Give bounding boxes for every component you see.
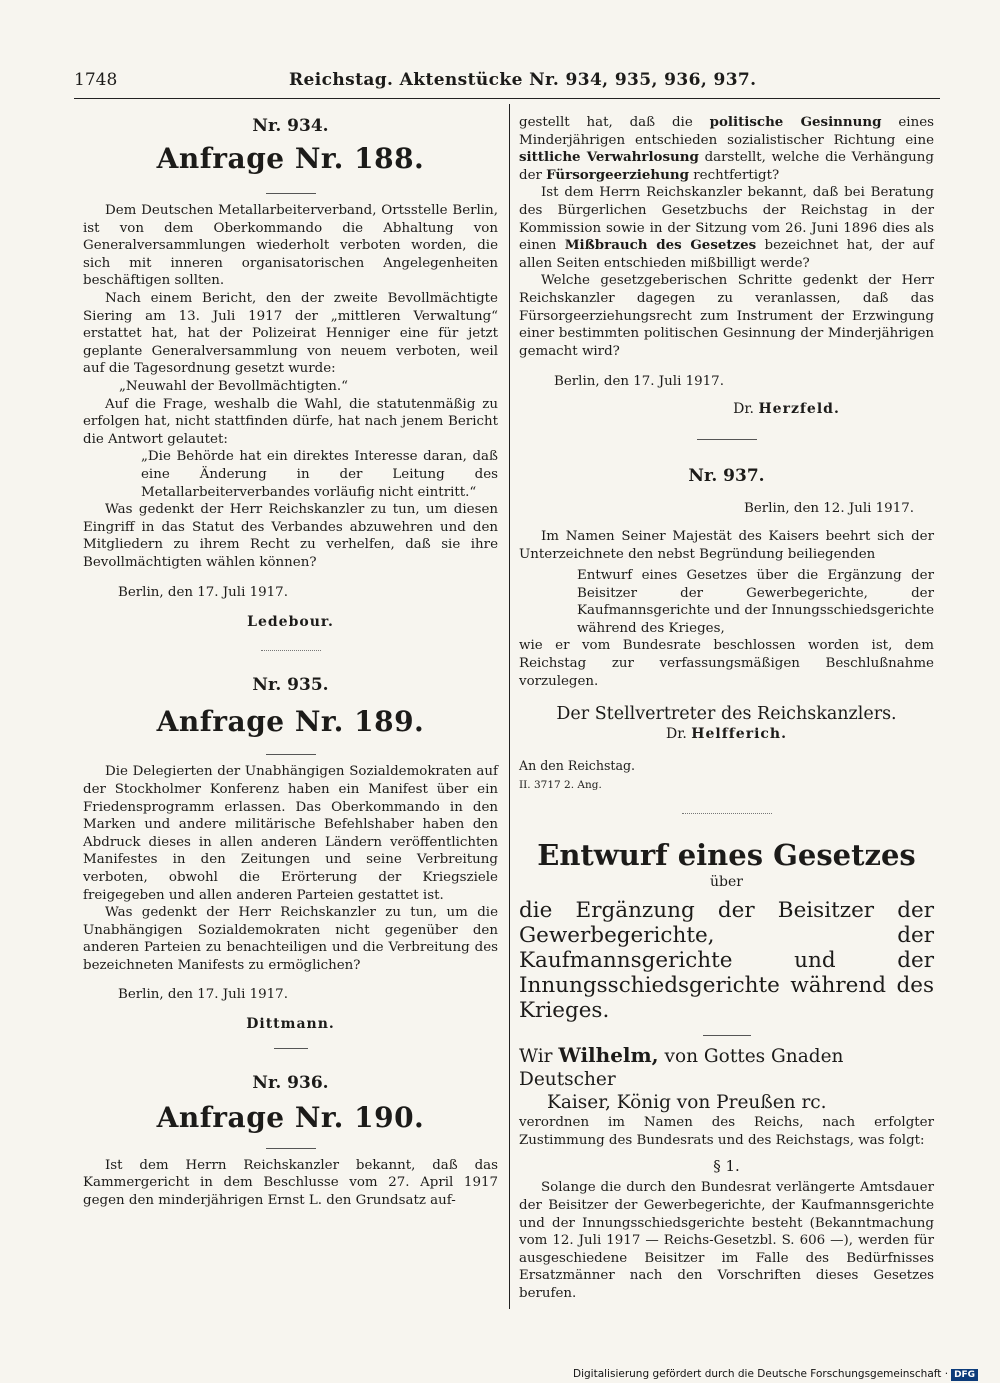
anfrage-190-heading: Anfrage Nr. 190. [156, 1100, 425, 1134]
section-rule [697, 439, 757, 440]
page-number: 1748 [74, 70, 118, 90]
paragraph: verordnen im Namen des Reichs, nach erfolgter Zustimmung des Bundesrats und des Reichstags, was folgt: [519, 1115, 934, 1148]
kaiser-line: Kaiser, König von Preußen rc. [547, 1092, 827, 1114]
separator [682, 813, 772, 814]
section-rule [266, 193, 316, 194]
page-header [74, 70, 939, 98]
nr-935-heading: Nr. 935. [252, 675, 329, 696]
header-rule [74, 98, 940, 99]
paragraph: Ist dem Herrn Reichskanzler bekannt, daß bei Beratung des Bürgerlichen Gesetzbuchs der Reichstag in der Kommission sowie in der Sitzung vom 26. Juni 1896 dies als einen Mißbrauch des Gesetzes bezeichnet hat, der auf allen Seiten entschieden mißbilligt werde? [519, 185, 935, 271]
section-rule [703, 1035, 751, 1036]
signature-helfferich: Dr. Helfferich. [666, 726, 787, 743]
paragraph: Dem Deutschen Metallarbeiterverband, Ortsstelle Berlin, ist von dem Oberkommando die Abhaltung von Generalversammlungen wiederholt verboten worden, die sich mit inneren organisatorischen Angelegenheiten beschäftigen sollten. [83, 203, 498, 289]
quote: „Neuwahl der Bevollmächtigten.“ [119, 378, 348, 394]
wir-line: Wir Wilhelm, von Gottes Gnaden Deutscher [519, 1043, 844, 1091]
paragraph: Was gedenkt der Herr Reichskanzler zu tun, um diesen Eingriff in das Statut des Verbandes abzuwehren und den Mitgliedern zu ihrem Recht zu verhelfen, daß sie ihre Bevollmächtigten wählen können? [83, 502, 498, 570]
nr-937-heading: Nr. 937. [688, 466, 765, 487]
date-line: Berlin, den 17. Juli 1917. [118, 986, 288, 1002]
paragraph: Auf die Frage, weshalb die Wahl, die statutenmäßig zu erfolgen hat, nicht stattfinden dürfe, hat nach jenem Bericht die Antwort gelautet: [83, 396, 498, 447]
paragraph: Was gedenkt der Herr Reichskanzler zu tun, um die Unabhängigen Sozialdemokraten nicht gegenüber den anderen Parteien zu benachteiligen und die Verbreitung des bezeichneten Manifests zu ermöglichen? [83, 905, 498, 973]
signature-herzfeld: Dr. Herzfeld. [733, 401, 840, 418]
paragraph: Ist dem Herrn Reichskanzler bekannt, daß das Kammergericht in dem Beschlusse vom 27. April 1917 gegen den minderjährigen Ernst L. den Grundsatz auf- [83, 1157, 498, 1208]
law-title: die Ergänzung der Beisitzer der Gewerbegerichte, der Kaufmannsgerichte und der Innungsschiedsgerichte während des Krieges. [519, 898, 934, 1024]
entwurf-heading: Entwurf eines Gesetzes [537, 838, 916, 873]
separator [261, 650, 321, 651]
paragraph: Nach einem Bericht, den der zweite Bevollmächtigte Siering am 13. Juli 1917 der „mittleren Verwaltung“ erstattet hat, hat der Polizeirat Henniger eine für jetzt geplante Generalversammlung von neuem verboten, weil auf die Tagesordnung gesetzt wurde: [83, 290, 498, 377]
right-column [519, 114, 934, 1303]
column-divider [509, 104, 510, 1309]
paragraph: Im Namen Seiner Majestät des Kaisers beehrt sich der Unterzeichnete den nebst Begründung beiliegenden [519, 528, 934, 562]
paragraph: Welche gesetzgeberischen Schritte gedenkt der Herr Reichskanzler dagegen zu veranlassen, daß das Fürsorgeerziehungsrecht zum Instrument der Erzwingung einer bestimmten politischen Gesinnung der Minderjährigen gemacht wird? [519, 273, 934, 359]
section-number: § 1. [713, 1157, 740, 1176]
date-line: Berlin, den 17. Juli 1917. [554, 374, 724, 390]
paragraph: Die Delegierten der Unabhängigen Sozialdemokraten auf der Stockholmer Konferenz haben ein Manifest über ein Friedensprogramm erlassen. Das Oberkommando in den Marken und andere militärische Befehlshaber haben den Abdruck dieses in allen anderen Ländern veröffentlichten Manifestes in den Zeitungen und seine Verbreitung verboten, obwohl die Erörterung der Kriegsziele freigegeben und allen anderen Parteien gestattet ist. [83, 764, 498, 903]
ueber-line: über [710, 874, 743, 891]
nr-936-heading: Nr. 936. [252, 1072, 329, 1093]
signature-ledebour: Ledebour. [247, 614, 334, 631]
quote: Entwurf eines Gesetzes über die Ergänzung der Beisitzer der Gewerbegerichte, der Kaufmannsgerichte und der Innungsschiedsgerichte während des Krieges, [577, 568, 934, 636]
anfrage-189-heading: Anfrage Nr. 189. [156, 705, 425, 739]
date-line: Berlin, den 12. Juli 1917. [744, 501, 914, 517]
running-title: Reichstag. Aktenstücke Nr. 934, 935, 936, 937. [289, 70, 757, 90]
dfg-logo: DFG [951, 1369, 978, 1381]
left-column [83, 108, 498, 1209]
paragraph: Solange die durch den Bundesrat verlängerte Amtsdauer der Beisitzer der Gewerbegerichte, der Kaufmannsgerichte und der Innungsschiedsgerichte besteht (Bekanntmachung vom 12. Juli 1917 — Reichs-Gesetzbl. S. 606 —), werden für ausgeschiedene Beisitzer im Falle des Bedürfnisses Ersatzmänner nach den Vorschriften dieses Gesetzes berufen. [519, 1180, 934, 1301]
stellvertreter-line: Der Stellvertreter des Reichskanzlers. [556, 704, 897, 725]
section-rule [266, 1148, 316, 1149]
quote: „Die Behörde hat ein direktes Interesse daran, daß eine Änderung in der Leitung des Metallarbeiterverbandes vorläufig nicht eintritt.“ [141, 449, 498, 500]
anfrage-188-heading: Anfrage Nr. 188. [156, 142, 425, 175]
footer-credit [573, 1368, 978, 1381]
addressee: An den Reichstag. [519, 758, 636, 774]
paragraph: gestellt hat, daß die politische Gesinnung eines Minderjährigen entschieden sozialistischer Richtung eine sittliche Verwahrlosung darstellt, welche die Verhängung der Fürsorgeerziehung rechtfertigt? [519, 114, 934, 183]
nr-934-heading: Nr. 934. [252, 116, 329, 136]
section-rule [266, 754, 316, 755]
paragraph: wie er vom Bundesrate beschlossen worden ist, dem Reichstag zur verfassungsmäßigen Beschlußnahme vorzulegen. [519, 638, 934, 689]
reference-number: II. 3717 2. Ang. [519, 779, 602, 792]
section-rule [274, 1048, 308, 1049]
date-line: Berlin, den 17. Juli 1917. [118, 585, 288, 601]
footer-text: Digitalisierung gefördert durch die Deutsche Forschungsgemeinschaft · [573, 1368, 949, 1380]
signature-dittmann: Dittmann. [246, 1015, 335, 1032]
